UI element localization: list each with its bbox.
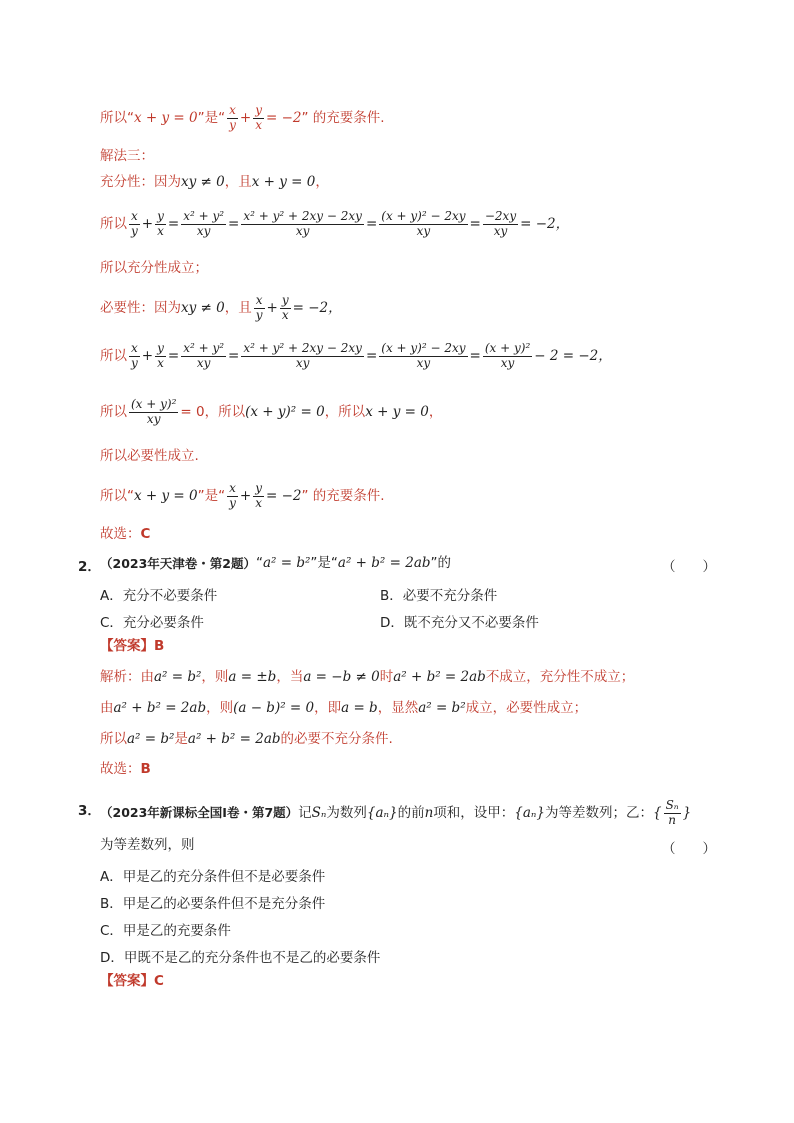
text: ”是“	[197, 109, 226, 126]
question-2-answer: 【答案】 B	[100, 638, 165, 654]
math: +	[239, 109, 252, 126]
math: = −2	[266, 109, 302, 126]
method-three-heading	[100, 148, 154, 165]
necessity-holds: 所以必要性成立.	[100, 448, 199, 464]
conclusion-line-2: 所以“ x + y = 0 ”是“ $\frac{x}{y}$ + $\frac{y}{x}$ = −2 ” 的充要条件.	[100, 481, 385, 510]
sufficiency-holds: 所以充分性成立；	[100, 260, 208, 276]
necessity-derivation: 所以 $\frac{x}{y}$ + $\frac{y}{x}$ = $\frac{\text{x² + y²}}{xy}$ = $\frac{\text{x² + y² + 2xy − 2xy}}{xy}$ = $\frac{\text{(x + y)² − 2xy}}{xy}$ = $\frac{\text{(x + y)²}}{xy}$ − 2 = −2，	[100, 341, 612, 370]
question-3-stem: （2023年新课标全国Ⅰ卷・第7题） 记 Sₙ 为数列 {aₙ} 的前 n 项和，设甲： {aₙ} 为等差数列；乙： { $\frac{\text{Sₙ}}{n}$ }	[100, 798, 692, 827]
text: 解法三：	[100, 148, 154, 164]
question-3-answer-blank: （ ）	[662, 841, 716, 857]
question-3-option-b: B．甲是乙的必要条件但不是充分条件	[100, 896, 326, 912]
question-2-option-b: B．必要不充分条件	[380, 588, 498, 604]
fraction: $\frac{y}{x}$	[255, 103, 262, 132]
question-2-option-c: C．充分必要条件	[100, 615, 204, 631]
question-3-number: 3．	[78, 803, 101, 819]
sufficiency-line: 充分性：因为 xy ≠ 0 ，且 x + y = 0 ，	[100, 174, 329, 190]
conclusion-line-1	[100, 104, 385, 133]
question-2-solution-1: 解析：由 a² = b² ，则 a = ±b ，当 a = −b ≠ 0 时 a² + b² = 2ab 不成立，充分性不成立；	[100, 669, 635, 685]
question-2-solution-3: 所以 a² = b² 是 a² + b² = 2ab 的必要不充分条件.	[100, 731, 393, 747]
question-2-option-d: D．既不充分又不必要条件	[380, 615, 539, 631]
question-3-stem-line-2: 为等差数列，则	[100, 837, 195, 853]
question-2-answer-blank: （ ）	[662, 559, 716, 575]
question-3-option-a: A．甲是乙的充分条件但不是必要条件	[100, 869, 326, 885]
text: 所以“	[100, 109, 134, 126]
math: x + y = 0	[134, 109, 198, 126]
question-2-solution-2: 由 a² + b² = 2ab ，则 (a − b)² = 0 ，即 a = b ，显然 a² = b² 成立，必要性成立；	[100, 700, 588, 716]
fraction: $\frac{x}{y}$	[229, 103, 236, 132]
question-3-option-d: D．甲既不是乙的充分条件也不是乙的必要条件	[100, 950, 381, 966]
question-2-choice: 故选： B	[100, 761, 151, 777]
question-2-stem: （2023年天津卷・第2题） “ a² = b² ”是“ a² + b² = 2ab ”的	[100, 555, 452, 571]
question-2-number: 2．	[78, 559, 101, 575]
question-3-option-c: C．甲是乙的充要条件	[100, 923, 231, 939]
necessity-line: 必要性：因为 xy ≠ 0 ，且 $\frac{x}{y}$ + $\frac{y}{x}$ = −2，	[100, 293, 342, 322]
question-3-answer: 【答案】 C	[100, 973, 164, 989]
necessity-conclusion: 所以 $\frac{\text{(x + y)²}}{xy}$ = 0，所以 (x + y)² = 0 ，所以 x + y = 0 ，	[100, 397, 443, 426]
question-2-option-a: A．充分不必要条件	[100, 588, 218, 604]
sufficiency-derivation: 所以 $\frac{x}{y}$ + $\frac{y}{x}$ = $\frac{\text{x² + y²}}{xy}$ = $\frac{\text{x² + y² + 2xy − 2xy}}{xy}$ = $\frac{\text{(x + y)² − 2xy}}{xy}$ = $\frac{-2xy}{xy}$ = −2，	[100, 209, 570, 238]
text: ” 的充要条件.	[301, 109, 385, 126]
answer-choice-1: 故选： C	[100, 526, 151, 542]
